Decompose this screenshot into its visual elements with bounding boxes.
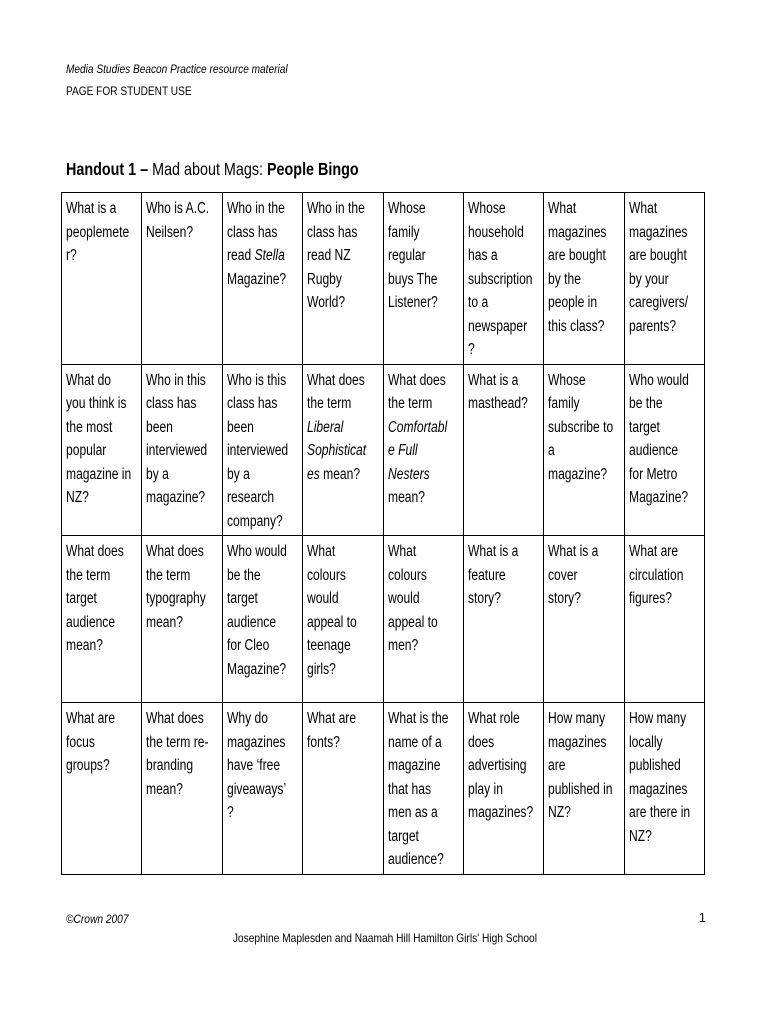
question-text: What are fonts? — [307, 710, 357, 751]
question-text: What colours would appeal to men? — [387, 543, 438, 654]
bingo-cell — [142, 364, 222, 536]
question-text: Who in the class has read — [226, 200, 285, 264]
question-text: Whose household has a subscription to a newspaper? — [467, 200, 533, 358]
resource-header: Media Studies Beacon Practice resource material — [66, 64, 288, 76]
bingo-row — [62, 193, 705, 365]
bingo-cell — [383, 193, 463, 365]
question-text: What is a masthead? — [467, 371, 528, 412]
bingo-question — [468, 369, 533, 416]
bingo-cell — [142, 703, 222, 875]
bingo-question — [146, 707, 211, 801]
bingo-question — [388, 707, 453, 872]
bingo-question — [227, 707, 292, 825]
bingo-cell — [544, 703, 624, 875]
bingo-question — [629, 197, 694, 338]
bingo-cell — [544, 193, 624, 365]
bingo-question — [66, 197, 131, 268]
page-number: 1 — [698, 910, 706, 925]
handout-title — [66, 159, 359, 180]
bingo-question — [227, 540, 292, 681]
bingo-question — [307, 369, 372, 487]
bingo-question — [548, 369, 613, 487]
bingo-cell — [222, 193, 302, 365]
bingo-question — [146, 540, 211, 634]
question-text: Why do magazines have ‘free giveaways’? — [226, 710, 286, 821]
bingo-cell — [463, 536, 543, 703]
question-text: Who in this class has been interviewed by a magazine? — [146, 371, 208, 506]
bingo-question — [548, 197, 613, 338]
bingo-cell — [624, 193, 704, 365]
bingo-cell — [383, 536, 463, 703]
bingo-cell — [383, 703, 463, 875]
bingo-question — [388, 369, 453, 510]
handout-subject: Mad about Mags: — [148, 159, 267, 179]
question-text: What do you think is the most popular magazine in NZ? — [66, 371, 132, 506]
bingo-cell — [142, 536, 222, 703]
bingo-question — [548, 540, 613, 611]
bingo-question — [548, 707, 613, 825]
question-text: What are focus groups? — [66, 710, 116, 774]
bingo-question — [629, 369, 694, 510]
bingo-question — [227, 369, 292, 534]
bingo-cell — [142, 193, 222, 365]
bingo-cell — [303, 193, 383, 365]
question-text: What does the term — [307, 371, 365, 412]
bingo-cell — [624, 703, 704, 875]
bingo-question — [66, 540, 131, 658]
question-text: What role does advertising play in magazines? — [467, 710, 534, 821]
bingo-question — [66, 707, 131, 778]
question-text: What is a feature story? — [467, 543, 519, 607]
question-text: Whose family regular buys The Listener? — [387, 200, 438, 311]
question-text: What is a cover story? — [548, 543, 599, 607]
bingo-question — [146, 369, 211, 510]
bingo-question — [468, 707, 533, 825]
handout-name: People Bingo — [266, 159, 359, 179]
question-text: Who is this class has been interviewed by a research company? — [226, 371, 288, 530]
bingo-cell — [62, 703, 142, 875]
bingo-cell — [222, 364, 302, 536]
bingo-cell — [62, 536, 142, 703]
bingo-grid — [61, 192, 705, 875]
bingo-cell — [303, 703, 383, 875]
question-text: What is the name of a magazine that has men as a target audience? — [387, 710, 448, 868]
bingo-question — [66, 369, 131, 510]
question-text: Magazine? — [226, 270, 286, 288]
question-text: What does the term — [387, 371, 446, 412]
bingo-cell — [62, 193, 142, 365]
question-text: What does the term typography mean? — [146, 543, 207, 631]
bingo-cell — [463, 193, 543, 365]
bingo-question — [146, 197, 211, 244]
bingo-cell — [544, 364, 624, 536]
bingo-question — [307, 707, 372, 754]
bingo-cell — [303, 364, 383, 536]
question-text: How many locally published magazines are there in NZ? — [628, 710, 690, 845]
bingo-cell — [222, 703, 302, 875]
question-text: Whose family subscribe to a magazine? — [548, 371, 614, 483]
question-text: What does the term re-branding mean? — [146, 710, 209, 798]
bingo-cell — [624, 536, 704, 703]
bingo-cell — [544, 536, 624, 703]
bingo-cell — [303, 536, 383, 703]
question-text: What magazines are bought by the people in this class? — [548, 200, 607, 335]
handout-number: Handout 1 – — [66, 159, 149, 179]
question-italic-text: Comfortable Full Nesters — [387, 418, 447, 483]
question-text: Who would be the target audience for Metro Magazine? — [628, 371, 689, 506]
question-text: mean? — [387, 489, 425, 506]
question-text: Who is A.C. Neilsen? — [146, 200, 210, 241]
question-italic-text: Liberal Sophisticates — [307, 418, 367, 483]
bingo-question — [388, 197, 453, 315]
question-text: What are circulation figures? — [628, 543, 684, 607]
question-italic-text: Stella — [254, 247, 285, 264]
question-text: mean? — [319, 465, 361, 483]
question-text: What does the term target audience mean? — [66, 543, 124, 654]
bingo-row — [62, 364, 705, 536]
bingo-question — [307, 197, 372, 315]
bingo-row — [62, 536, 705, 703]
bingo-cell — [383, 364, 463, 536]
question-text: Who would be the target audience for Cleo Magazine? — [226, 543, 287, 678]
bingo-question — [468, 197, 533, 362]
bingo-question — [629, 540, 694, 611]
bingo-question — [629, 707, 694, 848]
copyright: ©Crown 2007 — [66, 912, 129, 926]
question-text: Who in the class has read NZ Rugby World? — [307, 200, 365, 311]
bingo-cell — [463, 703, 543, 875]
student-use-label: PAGE FOR STUDENT USE — [66, 86, 192, 98]
authors-footer — [0, 931, 770, 945]
bingo-question — [227, 197, 292, 291]
question-text: How many magazines are published in NZ? — [548, 710, 613, 821]
question-text: What magazines are bought by your caregivers/parents? — [628, 200, 688, 335]
bingo-row — [62, 703, 705, 875]
bingo-cell — [624, 364, 704, 536]
question-text: What colours would appeal to teenage girls? — [307, 543, 357, 678]
bingo-question — [388, 540, 453, 658]
bingo-cell — [222, 536, 302, 703]
bingo-cell — [463, 364, 543, 536]
authors-text: Josephine Maplesden and Naamah Hill Hamilton Girls' High School — [232, 931, 538, 945]
bingo-cell — [62, 364, 142, 536]
bingo-question — [307, 540, 372, 681]
question-text: What is a peoplemeter? — [66, 200, 130, 264]
bingo-question — [468, 540, 533, 611]
